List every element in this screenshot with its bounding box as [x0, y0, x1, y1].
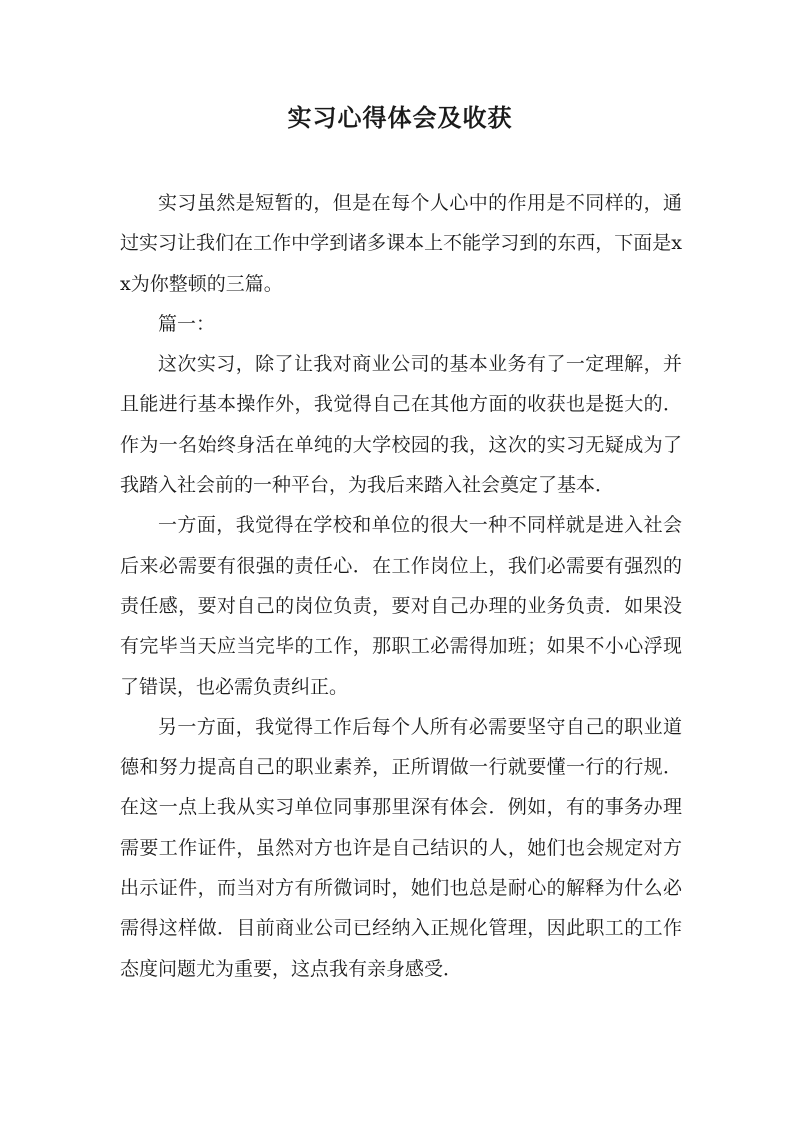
document-body	[120, 183, 682, 989]
body-paragraph: 这次实习，除了让我对商业公司的基本业务有了一定理解，并且能进行基本操作外，我觉得自己在其他方面的收获也是挺大的．作为一名始终身活在单纯的大学校园的我，这次的实习无疑成为了我踏入社会前的一种平台，为我后来踏入社会奠定了基本．	[120, 353, 682, 497]
body-paragraph: 一方面，我觉得在学校和单位的很大一种不同样就是进入社会后来必需要有很强的责任心．在工作岗位上，我们必需要有强烈的责任感，要对自己的岗位负责，要对自己办理的业务负责．如果没有完毕当天应当完毕的工作，那职工必需得加班；如果不小心浮现了错误，也必需负责纠正。	[120, 514, 682, 698]
section-heading: 篇一：	[158, 312, 216, 335]
document-title: 实习心得体会及收获	[287, 103, 513, 132]
body-paragraph: 另一方面，我觉得工作后每个人所有必需要坚守自己的职业道德和努力提高自己的职业素养，正所谓做一行就要懂一行的行规．在这一点上我从实习单位同事那里深有体会．例如，有的事务办理需要工作证件，虽然对方也许是自己结识的人，她们也会规定对方出示证件，而当对方有所微词时，她们也总是耐心的解释为什么必需得这样做．目前商业公司已经纳入正规化管理，因此职工的工作态度问题尤为重要，这点我有亲身感受．	[120, 715, 682, 980]
intro-paragraph: 实习虽然是短暂的，但是在每个人心中的作用是不同样的，通过实习让我们在工作中学到诸多课本上不能学习到的东西，下面是xx为你整顿的三篇。	[120, 192, 682, 295]
